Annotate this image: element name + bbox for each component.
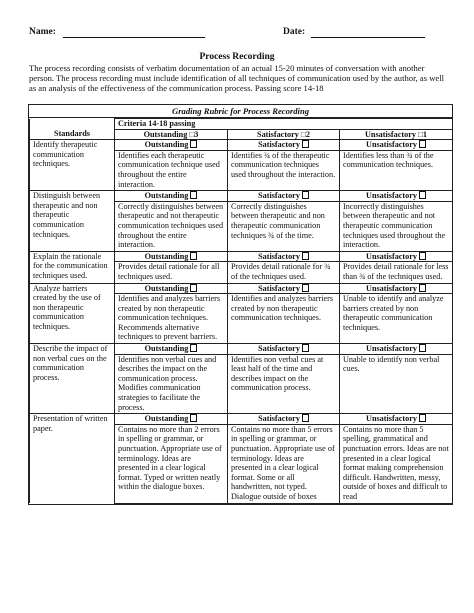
outstanding-level-text: Outstanding (144, 344, 189, 354)
satisfactory-level-text: Satisfactory (258, 344, 300, 354)
standard-cell: Explain the rationale for the communication techniques used. (30, 251, 115, 283)
unsatisfactory-description: Incorrectly distinguishes between therapeutic and not therapeutic communication techniques used throughout the interaction. (340, 201, 453, 251)
checkbox-square-icon (302, 414, 309, 422)
rubric-level-row (30, 283, 453, 294)
unsatisfactory-level-text: Unsatisfactory (366, 283, 417, 293)
satisfactory-description: Identifies ¾ of the therapeutic communication techniques used throughout the interaction. (228, 150, 340, 190)
satisfactory-description: Correctly distinguishes between therapeutic and non therapeutic communication techniques ¾ of the time. (228, 201, 340, 251)
outstanding-level-text: Outstanding (144, 251, 189, 261)
unsatisfactory-level-label (340, 344, 453, 355)
rubric-table (29, 118, 453, 504)
satisfactory-level-label (228, 251, 340, 262)
outstanding-description: Correctly distinguishes between therapeutic and not therapeutic communication techniques used throughout the entire interaction. (115, 201, 228, 251)
outstanding-level-label (115, 191, 228, 202)
rubric-level-row (30, 191, 453, 202)
checkbox-square-icon (190, 284, 197, 292)
unsatisfactory-level-label (340, 191, 453, 202)
outstanding-level-text: Outstanding (144, 414, 189, 424)
criteria-row (30, 119, 453, 130)
standard-cell: Identify therapeutic communication techniques. (30, 140, 115, 191)
satisfactory-level-text: Satisfactory (258, 191, 300, 201)
blank-cell (30, 119, 115, 130)
checkbox-square-icon (302, 284, 309, 292)
checkbox-square-icon (190, 344, 197, 352)
outstanding-level-label (115, 140, 228, 151)
satisfactory-header: Satisfactory □2 (228, 129, 340, 140)
unsatisfactory-level-text: Unsatisfactory (366, 251, 417, 261)
unsatisfactory-level-text: Unsatisfactory (366, 140, 417, 150)
date-blank-line (311, 37, 425, 38)
outstanding-level-label (115, 251, 228, 262)
unsatisfactory-description: Unable to identify non verbal cues. (340, 354, 453, 414)
standard-cell: Analyze barriers created by the use of non therapeutic communication techniques. (30, 283, 115, 344)
unsatisfactory-description: Provides detail rationale for less than ¾ of the techniques used. (340, 262, 453, 283)
checkbox-square-icon (302, 140, 309, 148)
unsatisfactory-level-label (340, 140, 453, 151)
satisfactory-level-text: Satisfactory (258, 414, 300, 424)
checkbox-square-icon (190, 140, 197, 148)
rubric-title: Grading Rubric for Process Recording (29, 105, 452, 118)
unsatisfactory-level-text: Unsatisfactory (366, 191, 417, 201)
checkbox-square-icon (190, 191, 197, 199)
satisfactory-level-text: Satisfactory (258, 251, 300, 261)
unsatisfactory-description: Identifies less than ¾ of the communication techniques. (340, 150, 453, 190)
checkbox-square-icon (419, 344, 426, 352)
document-title: Process Recording (199, 52, 275, 62)
unsatisfactory-description: Unable to identify and analyze barriers created by non therapeutic communication techniques. (340, 294, 453, 344)
outstanding-level-label (115, 414, 228, 425)
rubric-level-row (30, 344, 453, 355)
outstanding-level-text: Outstanding (144, 140, 189, 150)
checkbox-square-icon (419, 191, 426, 199)
checkbox-square-icon (190, 414, 197, 422)
outstanding-description: Provides detail rationale for all techniques used. (115, 262, 228, 283)
outstanding-description: Contains no more than 2 errors in spelling or grammar, or punctuation. Appropriate use of terminology. Ideas are presented in a clear logical format. Typed or written neatly within the dialogue boxes. (115, 424, 228, 503)
outstanding-header: Outstanding □3 (115, 129, 228, 140)
outstanding-level-label (115, 344, 228, 355)
standard-cell: Describe the impact of non verbal cues on the communication process. (30, 344, 115, 414)
satisfactory-description: Contains no more than 5 errors in spelling or grammar, or punctuation. Appropriate use of terminology. Ideas are presented in a clear logical format. Some or all handwritten, not typed. Dialogue outside of boxes (228, 424, 340, 503)
header-row (29, 27, 449, 41)
outstanding-description: Identifies and analyzes barriers created by non therapeutic communication techniques. Recommends alternative techniques to prevent barriers. (115, 294, 228, 344)
outstanding-level-text: Outstanding (144, 191, 189, 201)
satisfactory-level-label (228, 140, 340, 151)
outstanding-description: Identifies non verbal cues and describes the impact on the communication process. Modifies communication strategies to facilitate the process. (115, 354, 228, 414)
unsatisfactory-level-label (340, 283, 453, 294)
satisfactory-description: Identifies and analyzes barriers created by non therapeutic communication techniques. (228, 294, 340, 344)
checkbox-square-icon (419, 284, 426, 292)
standards-header: Standards (30, 129, 115, 140)
checkbox-square-icon (190, 252, 197, 260)
date-label: Date: (283, 27, 306, 37)
checkbox-square-icon (302, 191, 309, 199)
name-label: Name: (29, 27, 56, 37)
outstanding-level-text: Outstanding (144, 283, 189, 293)
grading-rubric (28, 104, 453, 505)
standard-cell: Distinguish between therapeutic and non therapeutic communication techniques. (30, 191, 115, 252)
checkbox-square-icon (419, 414, 426, 422)
outstanding-level-label (115, 283, 228, 294)
checkbox-square-icon (302, 344, 309, 352)
rubric-level-row (30, 140, 453, 151)
satisfactory-level-text: Satisfactory (258, 140, 300, 150)
checkbox-square-icon (302, 252, 309, 260)
unsatisfactory-level-label (340, 251, 453, 262)
unsatisfactory-level-text: Unsatisfactory (366, 414, 417, 424)
checkbox-square-icon (419, 140, 426, 148)
intro-paragraph: The process recording consists of verbatim documentation of an actual 15-20 minutes of conversation with another person. The process recording must include identification of all techniques of communication used by the author, as well as an analysis of the effectiveness of the communication process. Passing score 14-18 (29, 63, 444, 94)
unsatisfactory-level-text: Unsatisfactory (366, 344, 417, 354)
satisfactory-description: Provides detail rationale for ¾ of the techniques used. (228, 262, 340, 283)
satisfactory-level-text: Satisfactory (258, 283, 300, 293)
unsatisfactory-level-label (340, 414, 453, 425)
satisfactory-level-label (228, 414, 340, 425)
satisfactory-level-label (228, 283, 340, 294)
rubric-level-row (30, 414, 453, 425)
outstanding-description: Identifies each therapeutic communication technique used throughout the entire interaction. (115, 150, 228, 190)
satisfactory-level-label (228, 191, 340, 202)
standard-cell: Presentation of written paper. (30, 414, 115, 503)
unsatisfactory-header: Unsatisfactory □1 (340, 129, 453, 140)
checkbox-square-icon (419, 252, 426, 260)
header-row (30, 129, 453, 140)
satisfactory-level-label (228, 344, 340, 355)
rubric-level-row (30, 251, 453, 262)
name-blank-line (63, 37, 205, 38)
satisfactory-description: Identifies non verbal cues at least half of the time and describes impact on the communication process. (228, 354, 340, 414)
unsatisfactory-description: Contains no more than 5 spelling, grammatical and punctuation errors. Ideas are not presented in a clear logical format making comprehension difficult. Handwritten, messy, outside of boxes and difficult to read (340, 424, 453, 503)
criteria-label: Criteria 14-18 passing (115, 119, 453, 130)
